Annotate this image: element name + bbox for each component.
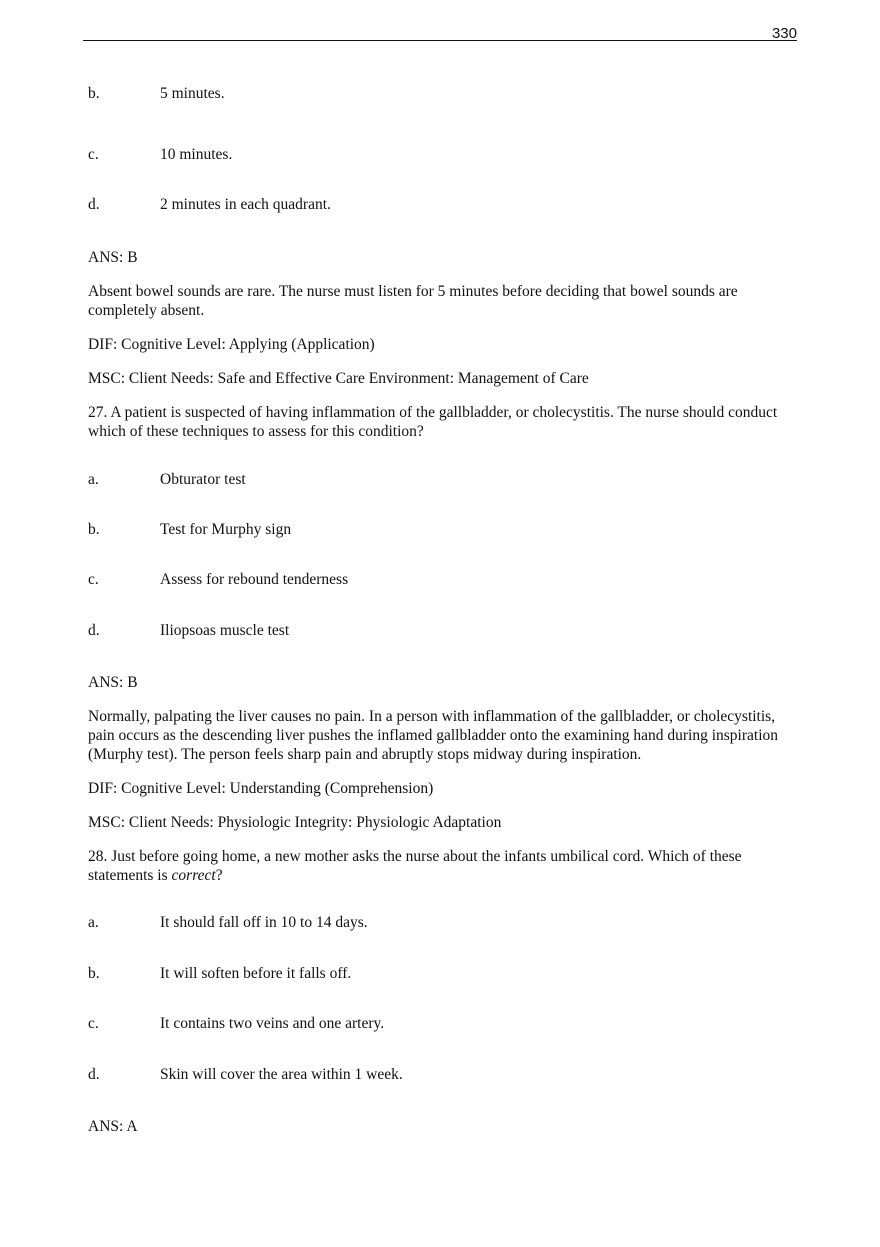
q28-answer: ANS: A [88,1118,138,1135]
option-text: Assess for rebound tenderness [160,571,349,588]
option-letter: d. [88,622,100,639]
q26-option-d [88,195,331,214]
option-text: Iliopsoas muscle test [160,622,290,639]
q26-rationale: Absent bowel sounds are rare. The nurse must listen for 5 minutes before deciding that bowel sounds are completely absent. [88,283,738,319]
q27-option-a [88,470,246,489]
stem-end: ? [215,867,223,884]
q27-answer: ANS: B [88,674,138,691]
q27-stem: 27. A patient is suspected of having inflammation of the gallbladder, or cholecystitis. The nurse should conduct which of these techniques to assess for this condition? [88,404,778,440]
option-letter: c. [88,146,99,163]
q27-client-needs: MSC: Client Needs: Physiologic Integrity: Physiologic Adaptation [88,814,502,831]
option-text: 10 minutes. [160,146,233,163]
header-rule [83,40,797,41]
option-letter: d. [88,1066,100,1083]
q26-client-needs: MSC: Client Needs: Safe and Effective Care Environment: Management of Care [88,370,589,387]
option-letter: c. [88,1015,99,1032]
q27-option-d [88,621,289,640]
option-letter: b. [88,85,100,102]
option-letter: d. [88,196,100,213]
q27-option-c [88,570,348,589]
option-text: It should fall off in 10 to 14 days. [160,914,368,931]
q27-difficulty: DIF: Cognitive Level: Understanding (Comprehension) [88,780,434,797]
option-letter: a. [88,471,99,488]
q28-option-b [88,964,351,983]
page-number: 330 [771,25,797,42]
option-text: 2 minutes in each quadrant. [160,196,331,213]
q26-option-c [88,145,232,164]
option-text: It contains two veins and one artery. [160,1015,385,1032]
q28-option-c [88,1014,384,1033]
option-letter: b. [88,521,100,538]
q27-rationale: Normally, palpating the liver causes no pain. In a person with inflammation of the gallbladder, or cholecystitis, pain occurs as the descending liver pushes the inflamed gallbladder onto the examining hand during inspiration (Murphy test). The person feels sharp pain and abruptly stops midway during inspiration. [88,708,778,763]
q28-stem [88,847,803,885]
option-letter: a. [88,914,99,931]
stem-emphasis: correct [171,867,216,884]
option-text: Test for Murphy sign [160,521,292,538]
q26-option-b [88,84,225,103]
q26-difficulty: DIF: Cognitive Level: Applying (Application) [88,336,375,353]
option-letter: b. [88,965,100,982]
option-text: Obturator test [160,471,246,488]
q28-option-a [88,913,368,932]
option-text: Skin will cover the area within 1 week. [160,1066,403,1083]
stem-text: 28. Just before going home, a new mother asks the nurse about the infants umbilical cord. Which of these statements is [88,848,742,884]
option-letter: c. [88,571,99,588]
q26-answer: ANS: B [88,249,138,266]
q28-option-d [88,1065,403,1084]
option-text: It will soften before it falls off. [160,965,352,982]
q27-option-b [88,520,291,539]
option-text: 5 minutes. [160,85,225,102]
